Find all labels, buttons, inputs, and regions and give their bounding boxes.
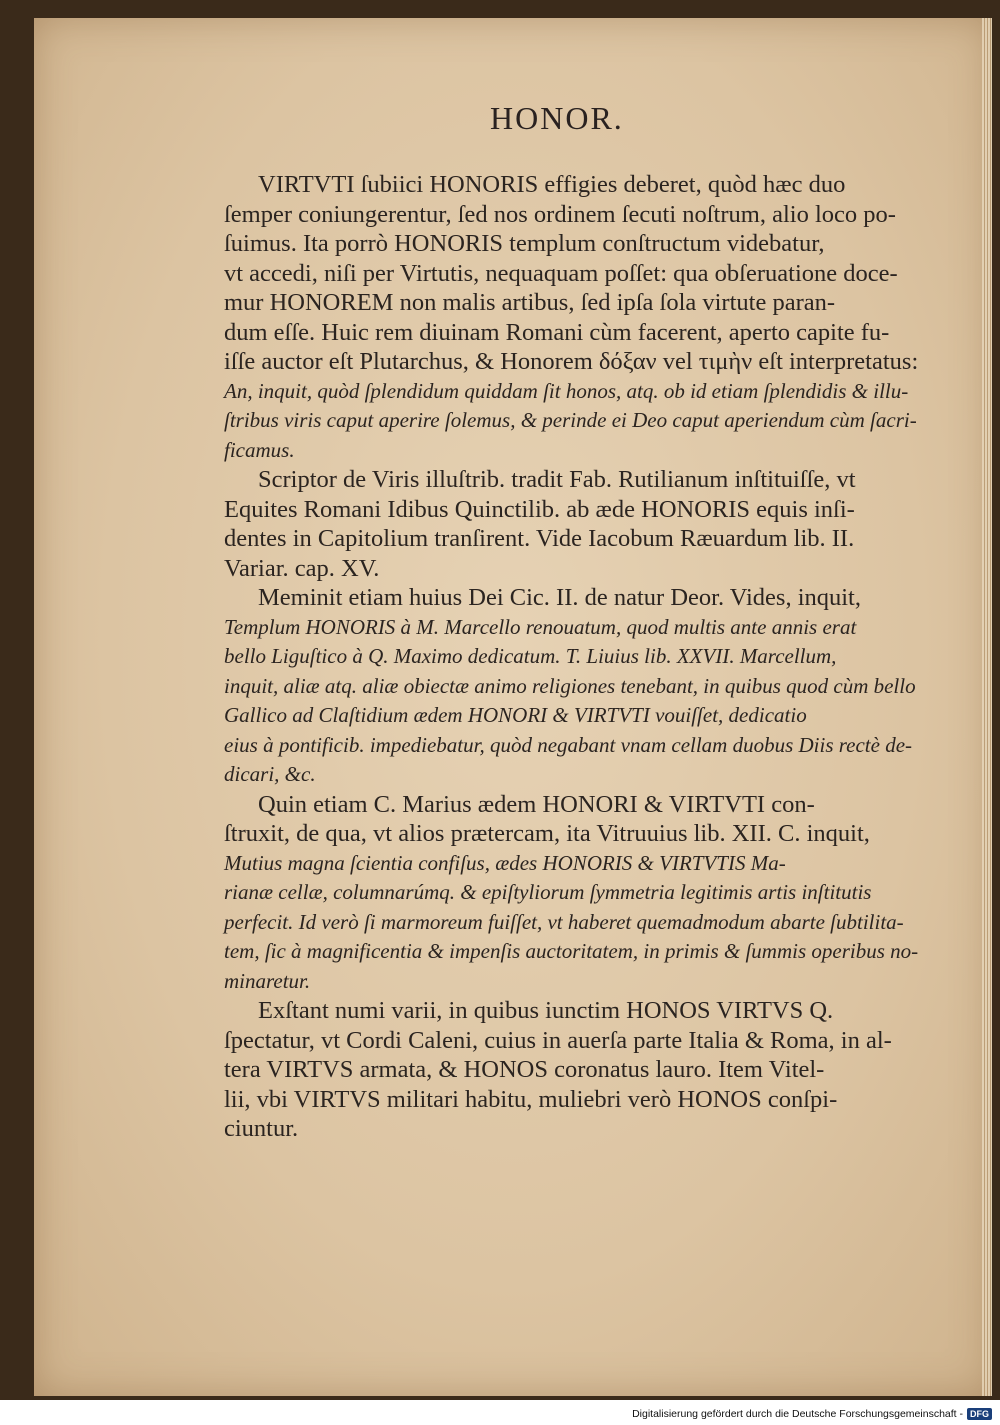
text-line: mur HONOREM non malis artibus, ſed ipſa ſola virtute paran- [224, 289, 836, 316]
text-line: ſtruxit, de qua, vt alios prætercam, ita Vitruuius lib. XII. C. inquit, [224, 820, 870, 847]
body-text [224, 170, 992, 1144]
paragraph-4 [224, 790, 992, 997]
text-line: dicari, &c. [224, 762, 316, 786]
text-line: bello Liguſtico à Q. Maximo dedicatum. T. Liuius lib. XXVII. Marcellum, [224, 644, 837, 668]
text-line: inquit, aliæ atq. aliæ obiectæ animo religiones tenebant, in quibus quod cùm bello [224, 673, 916, 698]
credit-text: Digitalisierung gefördert durch die Deutsche Forschungsgemeinschaft - [632, 1408, 963, 1420]
text-line: Meminit etiam huius Dei Cic. II. de natur Deor. Vides, inquit, [258, 584, 861, 611]
text-line: Equites Romani Idibus Quinctilib. ab æde HONORIS equis inſi- [224, 495, 855, 523]
text-line: VIRTVTI ſubiici HONORIS effigies deberet, quòd hæc duo [258, 171, 846, 198]
text-line: perfecit. Id verò ſi marmoreum fuiſſet, vt haberet quemadmodum abarte ſubtilita- [224, 909, 904, 934]
text-line: An, inquit, quòd ſplendidum quiddam ſit honos, atq. ob id etiam ſplendidis & illu- [224, 378, 909, 403]
text-line: dum eſſe. Huic rem diuinam Romani cùm facerent, aperto capite fu- [224, 318, 890, 346]
text-line: ſtribus viris caput aperire ſolemus, & perinde ei Deo caput aperiendum cùm ſacri- [224, 408, 917, 432]
text-line: lii, vbi VIRTVS militari habitu, muliebri verò HONOS conſpi- [224, 1085, 838, 1113]
text-line: rianæ cellæ, columnarúmq. & epiſtyliorum ſymmetria legitimis artis inſtitutis [224, 880, 872, 904]
text-line: eius à pontificib. impediebatur, quòd negabant vnam cellam duobus Diis rectè de- [224, 732, 913, 757]
text-line: ſuimus. Ita porrò HONORIS templum conſtructum videbatur, [224, 230, 825, 257]
text-line: Mutius magna ſcientia confiſus, ædes HONORIS & VIRTVTIS Ma- [224, 850, 786, 875]
text-line: ciuntur. [224, 1115, 299, 1142]
paragraph-2 [224, 465, 992, 583]
text-line: ficamus. [224, 437, 295, 462]
text-line: Templum HONORIS à M. Marcello renouatum, quod multis ante annis erat [224, 614, 857, 639]
text-line: ſpectatur, vt Cordi Caleni, cuius in auerſa parte Italia & Roma, in al- [224, 1026, 892, 1054]
dfg-logo-icon: DFG [967, 1408, 992, 1420]
paragraph-5 [224, 996, 992, 1144]
paragraph-3 [224, 583, 992, 790]
text-line: Exſtant numi varii, in quibus iunctim HONOS VIRTVS Q. [258, 997, 834, 1024]
digitization-credit [632, 1408, 992, 1420]
text-line: iſſe auctor eſt Plutarchus, & Honorem δόξαν vel τιμὴν eſt interpretatus: [224, 348, 919, 375]
text-line: dentes in Capitolium tranſirent. Vide Iacobum Ræuardum lib. II. [224, 525, 855, 552]
text-line: Scriptor de Viris illuſtrib. tradit Fab. Rutilianum inſtituiſſe, vt [258, 466, 856, 493]
text-line: tem, ſic à magnificentia & impenſis auctoritatem, in primis & ſummis operibus no- [224, 939, 919, 963]
page-heading: HONOR. [490, 100, 624, 136]
text-line: minaretur. [224, 968, 311, 993]
text-line: Quin etiam C. Marius ædem HONORI & VIRTVTI con- [258, 790, 815, 818]
text-line: ſemper coniungerentur, ſed nos ordinem ſecuti noſtrum, alio loco po- [224, 200, 896, 228]
text-line: Gallico ad Claſtidium ædem HONORI & VIRTVTI vouiſſet, dedicatio [224, 703, 807, 727]
text-line: tera VIRTVS armata, & HONOS coronatus lauro. Item Vitel- [224, 1056, 825, 1083]
text-line: vt accedi, niſi per Virtutis, nequaquam poſſet: qua obſeruatione doce- [224, 259, 898, 287]
paragraph-1 [224, 170, 992, 465]
text-line: Variar. cap. XV. [224, 554, 380, 582]
